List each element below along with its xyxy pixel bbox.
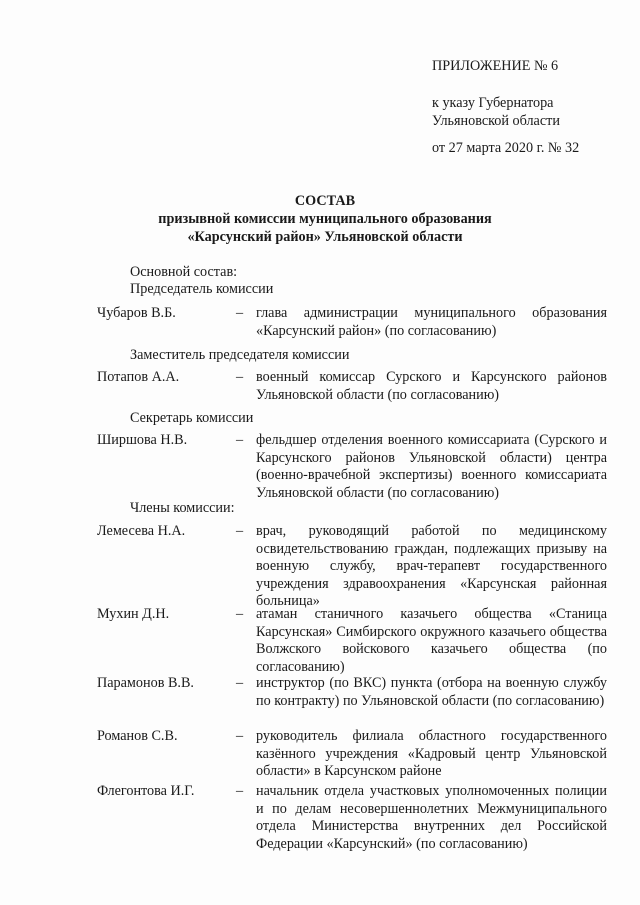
- section-members: Члены комиссии:: [130, 500, 235, 516]
- member-position: атаман станичного казачьего общества «Станица Карсунская» Симбирского окружного казачьего общества Волжского войскового казачьего общества (по согласованию): [256, 606, 607, 675]
- member-name: Флегонтова И.Г.: [97, 783, 195, 799]
- member-name: Лемесева Н.А.: [97, 523, 186, 539]
- member-name: Парамонов В.В.: [97, 675, 194, 691]
- member-name: Мухин Д.Н.: [97, 606, 170, 622]
- section-secretary: Секретарь комиссии: [130, 410, 254, 426]
- member-position: врач, руководящий работой по медицинскому освидетельствованию граждан, подлежащих призыву на военную службу, врач-терапевт государственного учреждения здравоохранения «Карсунская районная больница»: [256, 523, 607, 609]
- decree-reference-line1: к указу Губернатора: [432, 95, 554, 111]
- separator-dash: –: [236, 783, 244, 799]
- member-position: руководитель филиала областного государственного казённого учреждения «Кадровый центр Ульяновской области» в Карсунском районе: [256, 728, 607, 779]
- member-name: Потапов А.А.: [97, 369, 180, 385]
- separator-dash: –: [236, 728, 244, 744]
- separator-dash: –: [236, 523, 244, 539]
- decree-date: от 27 марта 2020 г. № 32: [432, 140, 580, 156]
- separator-dash: –: [236, 675, 244, 691]
- appendix-number: ПРИЛОЖЕНИЕ № 6: [432, 58, 559, 74]
- separator-dash: –: [236, 606, 244, 622]
- member-name: Романов С.В.: [97, 728, 178, 744]
- section-main-composition: Основной состав:: [130, 264, 238, 280]
- member-position: военный комиссар Сурского и Карсунского районов Ульяновской области (по согласованию): [256, 369, 607, 403]
- member-position: фельдшер отделения военного комиссариата (Сурского и Карсунского районов Ульяновской области) центра (военно-врачебной экспертизы) военного комиссариата Ульяновской области (по согласованию): [256, 432, 607, 501]
- member-position: инструктор (по ВКС) пункта (отбора на военную службу по контракту) по Ульяновской области (по согласованию): [256, 675, 607, 709]
- separator-dash: –: [236, 432, 244, 448]
- section-chairman: Председатель комиссии: [130, 281, 274, 297]
- member-name: Ширшова Н.В.: [97, 432, 188, 448]
- document-subtitle-line1: призывной комиссии муниципального образования: [158, 211, 492, 227]
- section-deputy-chairman: Заместитель председателя комиссии: [130, 347, 350, 363]
- separator-dash: –: [236, 305, 244, 321]
- document-title: СОСТАВ: [294, 193, 356, 209]
- separator-dash: –: [236, 369, 244, 385]
- document-subtitle-line2: «Карсунский район» Ульяновской области: [187, 229, 463, 245]
- member-position: начальник отдела участковых уполномоченных полиции и по делам несовершеннолетних Межмуниципального отдела Министерства внутренних дел Российской Федерации «Карсунский» (по согласованию): [256, 783, 607, 852]
- member-name: Чубаров В.Б.: [97, 305, 176, 321]
- decree-reference-line2: Ульяновской области: [432, 113, 560, 129]
- member-position: глава администрации муниципального образования «Карсунский район» (по согласованию): [256, 305, 607, 339]
